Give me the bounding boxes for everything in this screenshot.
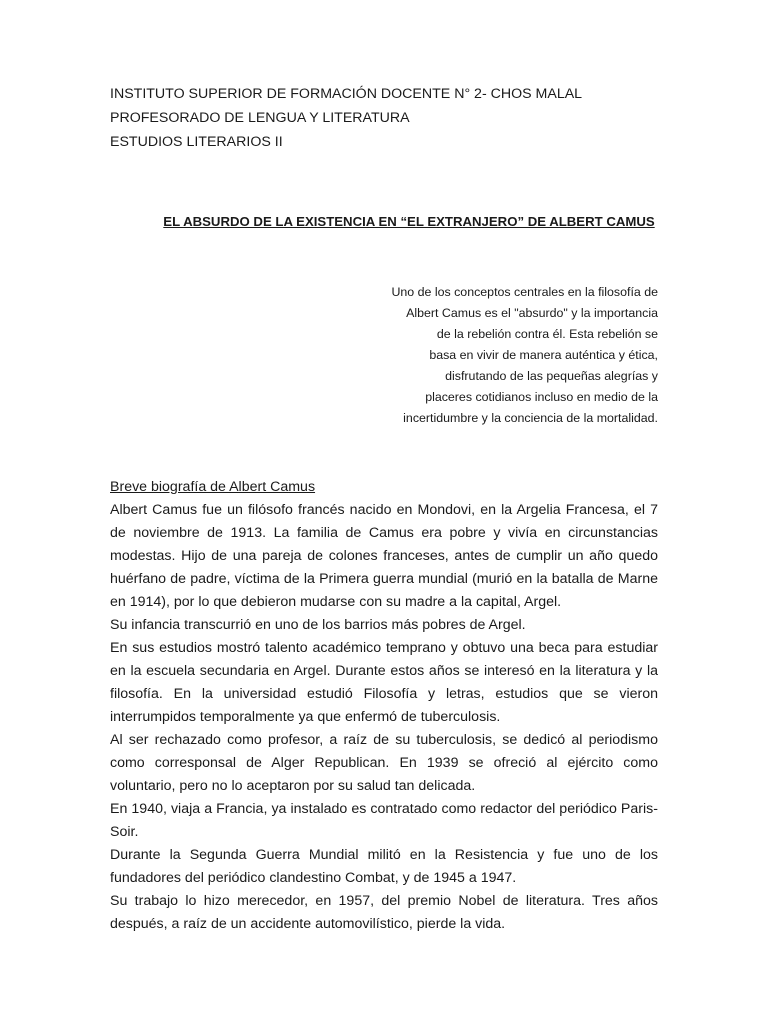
paragraph: Su infancia transcurrió en uno de los barrios más pobres de Argel. — [110, 617, 526, 633]
header-institute: INSTITUTO SUPERIOR DE FORMACIÓN DOCENTE N° 2- CHOS MALAL — [110, 86, 583, 102]
paragraph: Durante la Segunda Guerra Mundial militó en la Resistencia y fue uno de los fundadores del periódico clandestino Combat, y de 1945 a 1947. — [110, 847, 658, 886]
epigraph-line: Albert Camus es el "absurdo" y la importancia — [406, 306, 658, 320]
section-heading: Breve biografía de Albert Camus — [110, 479, 316, 495]
header-course: ESTUDIOS LITERARIOS II — [110, 134, 283, 150]
paragraph: Albert Camus fue un filósofo francés nacido en Mondovi, en la Argelia Francesa, el 7 de noviembre de 1913. La familia de Camus era pobre y vivía en circunstancias modestas. Hijo de una pareja de colones franceses, antes de cumplir un año quedo huérfano de padre, víctima de la Primera guerra mundial (murió en la batalla de Marne en 1914), por lo que debieron mudarse con su madre a la capital, Argel. — [110, 502, 658, 610]
epigraph-line: basa en vivir de manera auténtica y ética, — [429, 348, 658, 362]
paragraph: Su trabajo lo hizo merecedor, en 1957, del premio Nobel de literatura. Tres años después, a raíz de un accidente automovilístico, pierde la vida. — [110, 893, 658, 932]
document-title: EL ABSURDO DE LA EXISTENCIA EN “EL EXTRANJERO” DE ALBERT CAMUS — [163, 214, 655, 229]
institution-header — [110, 82, 582, 154]
paragraph: Al ser rechazado como profesor, a raíz de su tuberculosis, se dedicó al periodismo como corresponsal de Alger Republican. En 1939 se ofreció al ejército como voluntario, pero no lo aceptaron por su salud tan delicada. — [110, 732, 658, 794]
biography-section — [110, 476, 658, 936]
epigraph-line: placeres cotidianos incluso en medio de la — [425, 390, 658, 404]
epigraph — [360, 282, 658, 429]
epigraph-line: Uno de los conceptos centrales en la filosofía de — [391, 285, 658, 299]
paragraph: En 1940, viaja a Francia, ya instalado es contratado como redactor del periódico Paris-Soir. — [110, 801, 658, 840]
epigraph-line: disfrutando de las pequeñas alegrías y — [445, 369, 658, 383]
header-program: PROFESORADO DE LENGUA Y LITERATURA — [110, 110, 410, 126]
epigraph-line: incertidumbre y la conciencia de la mortalidad. — [403, 411, 658, 425]
epigraph-line: de la rebelión contra él. Esta rebelión se — [436, 327, 658, 341]
paragraph: En sus estudios mostró talento académico temprano y obtuvo una beca para estudiar en la escuela secundaria en Argel. Durante estos años se interesó en la literatura y la filosofía. En la universidad estudió Filosofía y letras, estudios que se vieron interrumpidos temporalmente ya que enfermó de tuberculosis. — [110, 640, 658, 725]
